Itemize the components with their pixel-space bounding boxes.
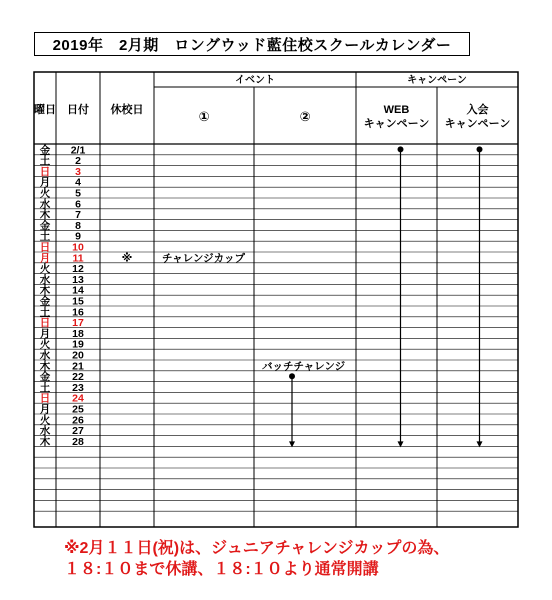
day-of-week-cell: 木 bbox=[39, 435, 51, 448]
header-event-group: イベント bbox=[235, 75, 275, 86]
notice-line-2: １８:１０まで休講、１８:１０より通常開講 bbox=[64, 561, 379, 578]
day-of-week-cell: 火 bbox=[39, 187, 51, 200]
header-campaign-web-sub: キャンペーン bbox=[363, 118, 430, 130]
date-cell: 28 bbox=[72, 435, 84, 448]
event-label: チャレンジカップ bbox=[162, 252, 246, 265]
day-of-week-cell: 水 bbox=[39, 425, 51, 438]
date-cell: 8 bbox=[75, 219, 81, 232]
date-cell: 19 bbox=[72, 338, 84, 351]
date-cell: 5 bbox=[75, 187, 81, 200]
date-cell: 21 bbox=[72, 360, 84, 373]
day-of-week-cell: 土 bbox=[39, 306, 51, 319]
date-cell: 14 bbox=[72, 284, 84, 297]
table-border bbox=[34, 72, 518, 527]
day-of-week-cell: 金 bbox=[39, 144, 51, 157]
day-of-week-cell: 土 bbox=[39, 230, 51, 243]
date-cell: 13 bbox=[72, 273, 84, 286]
day-of-week-cell: 木 bbox=[39, 284, 51, 297]
day-of-week-cell: 月 bbox=[39, 252, 51, 265]
header-event-2: ② bbox=[299, 109, 311, 124]
day-of-week-cell: 日 bbox=[39, 241, 51, 254]
day-of-week-cell: 金 bbox=[39, 219, 51, 232]
date-cell: 26 bbox=[72, 414, 84, 427]
date-cell: 2 bbox=[75, 155, 81, 168]
day-of-week-cell: 金 bbox=[39, 295, 51, 308]
notice-line-1: ※2月１１日(祝)は、ジュニアチャレンジカップの為、 bbox=[64, 540, 450, 557]
date-cell: 3 bbox=[75, 165, 81, 178]
header-date: 日付 bbox=[67, 104, 89, 116]
header-campaign-join: 入会 bbox=[466, 104, 489, 116]
event-label: バッチチャレンジ bbox=[262, 360, 346, 373]
header-campaign-group: キャンペーン bbox=[407, 75, 467, 86]
date-cell: 2/1 bbox=[70, 144, 86, 157]
date-cell: 6 bbox=[75, 198, 81, 211]
day-of-week-cell: 月 bbox=[39, 176, 51, 189]
day-of-week-cell: 水 bbox=[39, 198, 51, 211]
day-of-week-cell: 月 bbox=[39, 403, 51, 416]
day-of-week-cell: 火 bbox=[39, 263, 51, 276]
date-cell: 25 bbox=[72, 403, 84, 416]
day-of-week-cell: 日 bbox=[39, 392, 51, 405]
date-cell: 15 bbox=[72, 295, 84, 308]
notice-text bbox=[64, 538, 449, 580]
day-of-week-cell: 土 bbox=[39, 155, 51, 168]
day-of-week-cell: 日 bbox=[39, 317, 51, 330]
date-cell: 24 bbox=[72, 392, 84, 405]
date-cell: 10 bbox=[72, 241, 84, 254]
date-cell: 27 bbox=[72, 425, 84, 438]
date-cell: 12 bbox=[72, 263, 84, 276]
day-of-week-cell: 水 bbox=[39, 349, 51, 362]
day-of-week-cell: 金 bbox=[39, 371, 51, 384]
date-cell: 22 bbox=[72, 371, 84, 384]
day-of-week-cell: 土 bbox=[39, 381, 51, 394]
header-campaign-web: WEB bbox=[383, 104, 410, 116]
day-of-week-cell: 木 bbox=[39, 360, 51, 373]
date-cell: 9 bbox=[75, 230, 81, 243]
header-closed-day: 休校日 bbox=[110, 104, 144, 116]
calendar-title: 2019年 2月期 ロングウッド藍住校スクールカレンダー bbox=[34, 32, 470, 56]
date-cell: 7 bbox=[75, 209, 81, 222]
day-of-week-cell: 水 bbox=[39, 273, 51, 286]
header-campaign-join-sub: キャンペーン bbox=[444, 118, 511, 130]
closed-mark: ※ bbox=[121, 252, 133, 265]
header-day-of-week: 曜日 bbox=[34, 104, 56, 116]
date-cell: 11 bbox=[72, 252, 84, 265]
date-cell: 4 bbox=[75, 176, 81, 189]
date-cell: 17 bbox=[72, 317, 84, 330]
date-cell: 23 bbox=[72, 381, 84, 394]
day-of-week-cell: 木 bbox=[39, 209, 51, 222]
header-event-1: ① bbox=[198, 109, 210, 124]
date-cell: 20 bbox=[72, 349, 84, 362]
day-of-week-cell: 月 bbox=[39, 327, 51, 340]
day-of-week-cell: 日 bbox=[39, 165, 51, 178]
date-cell: 18 bbox=[72, 327, 84, 340]
date-cell: 16 bbox=[72, 306, 84, 319]
day-of-week-cell: 火 bbox=[39, 414, 51, 427]
day-of-week-cell: 火 bbox=[39, 338, 51, 351]
